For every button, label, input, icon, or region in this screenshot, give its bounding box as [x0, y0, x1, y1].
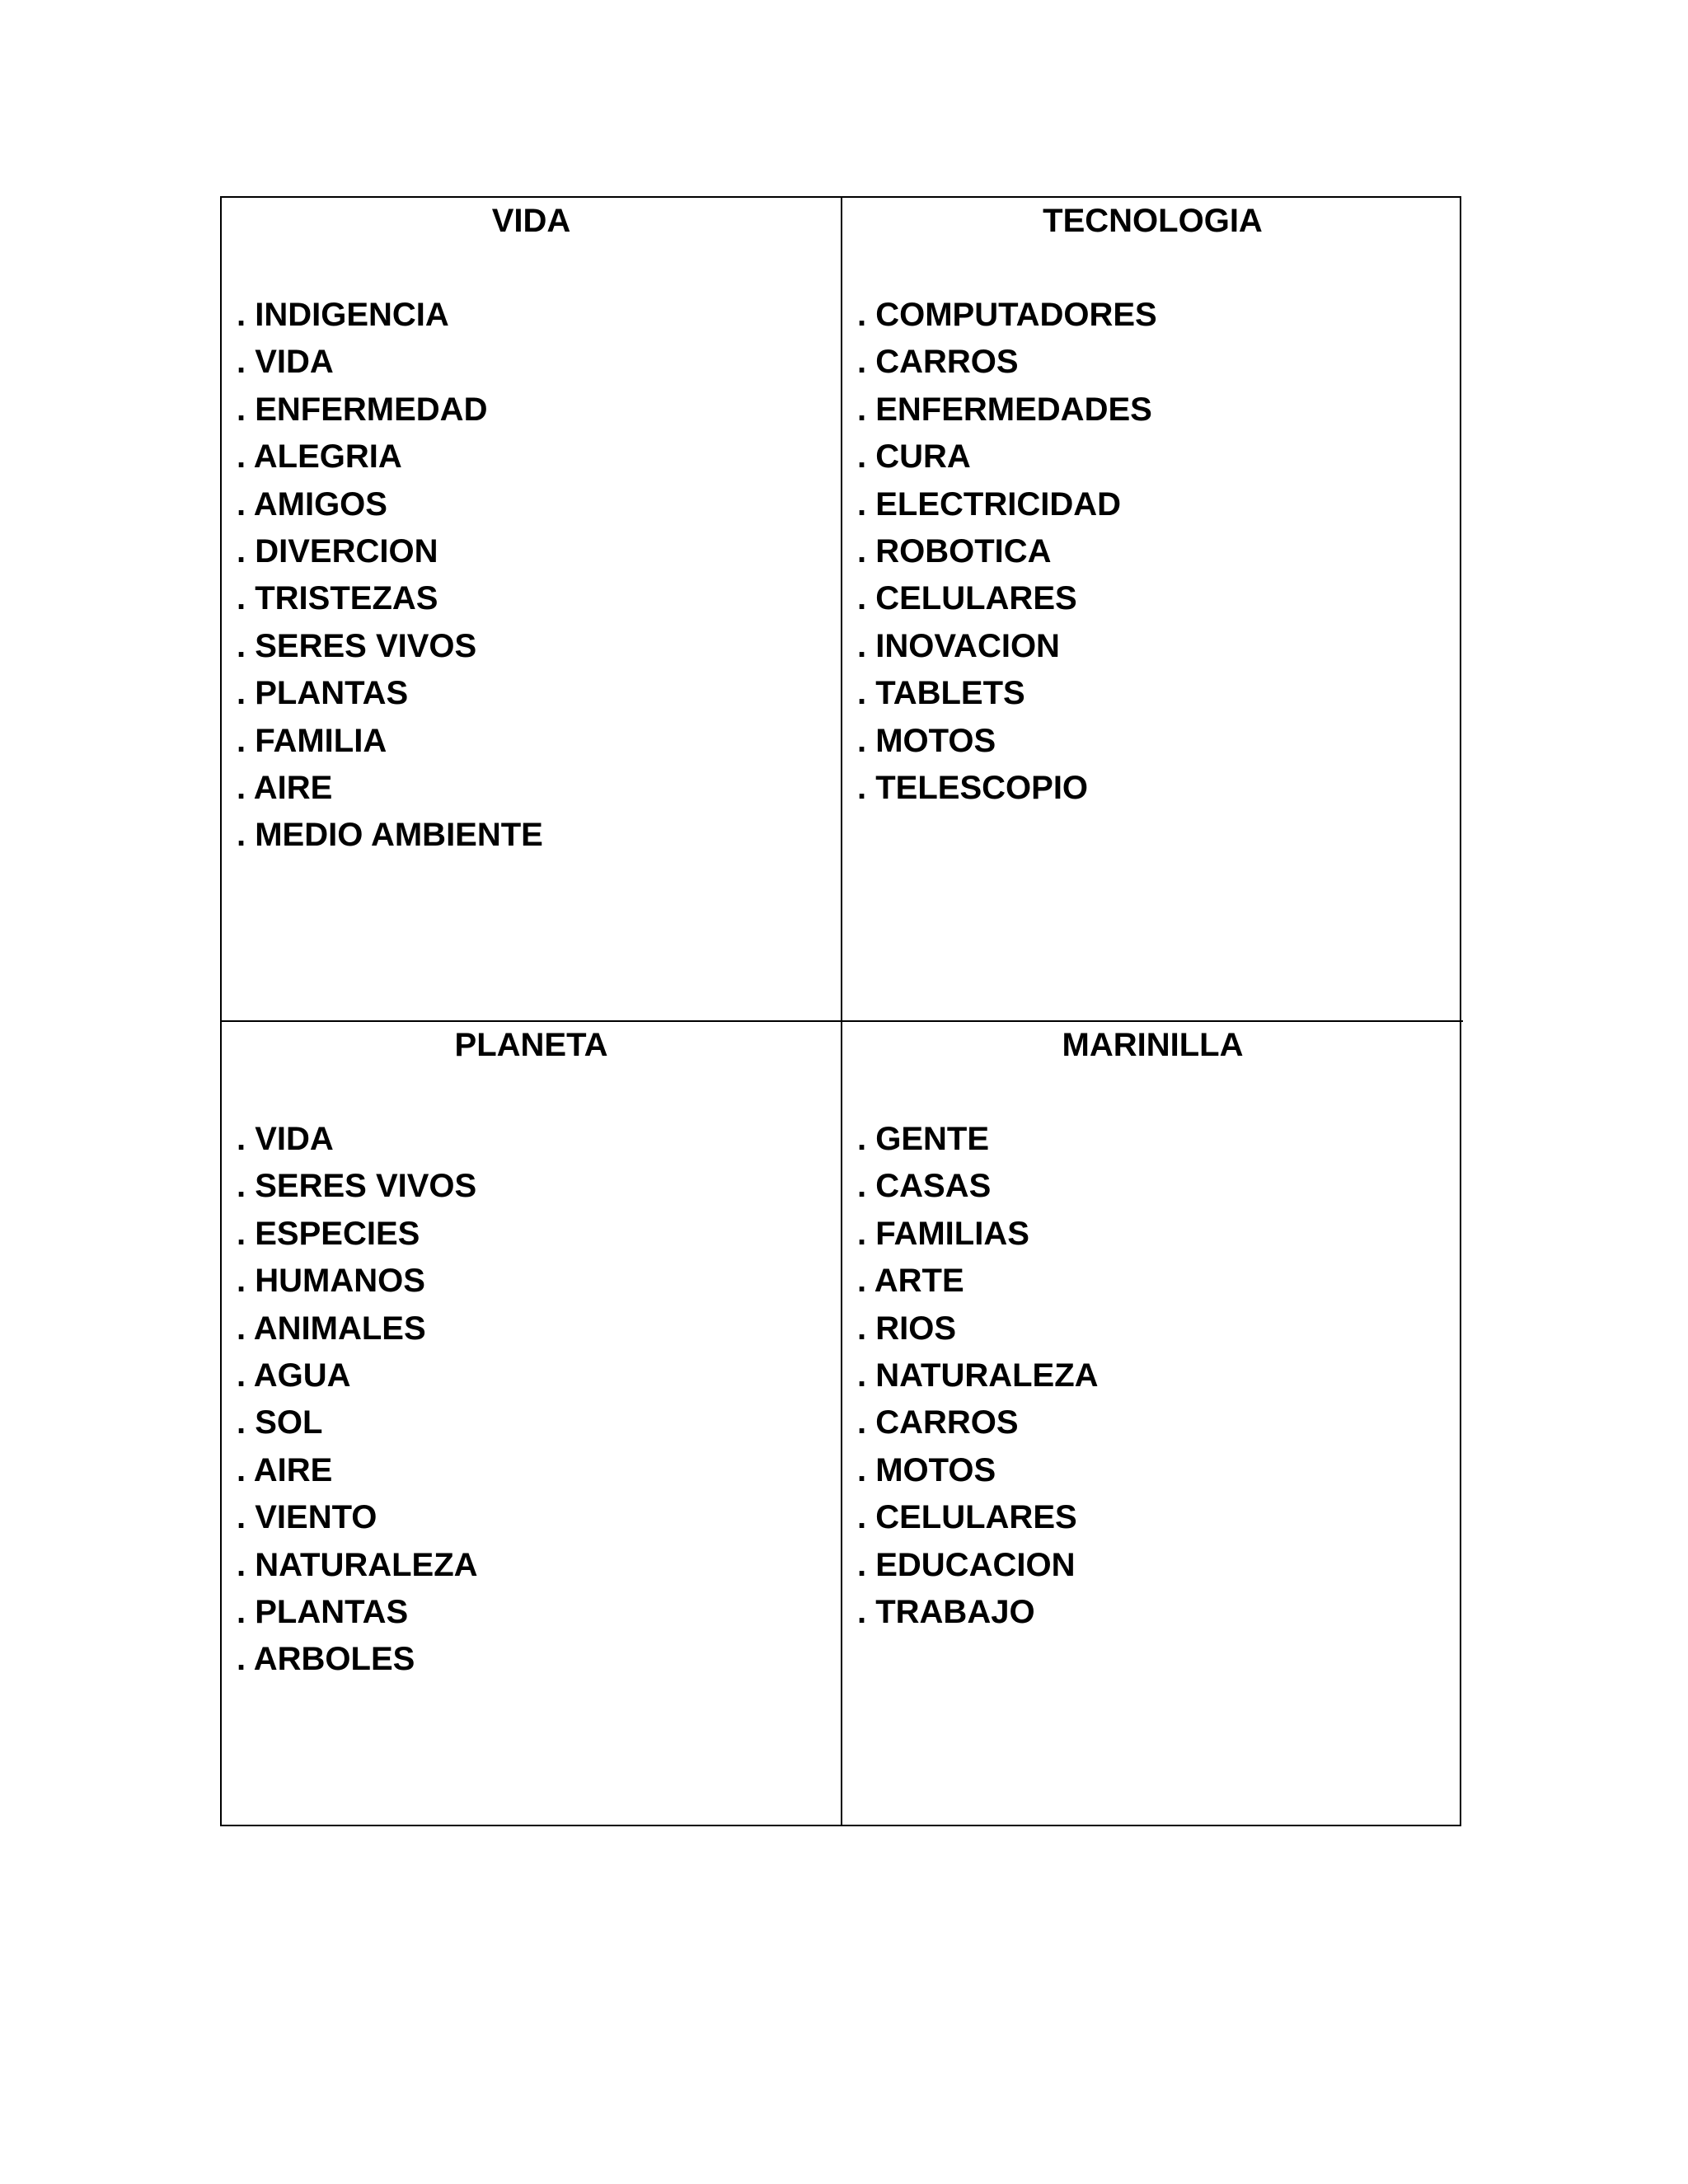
quadrant-title: PLANETA [454, 1027, 608, 1063]
list-item: . SERES VIVOS [237, 1168, 477, 1205]
word-list [857, 1116, 1448, 1636]
list-item: . CELULARES [857, 580, 1077, 617]
list-item: . EDUCACION [857, 1546, 1076, 1583]
list-item: . HUMANOS [237, 1263, 425, 1300]
quadrant-title: VIDA [491, 203, 571, 239]
list-item: . TRABAJO [857, 1594, 1035, 1631]
list-item: . FAMILIA [237, 722, 387, 759]
list-item: . PLANTAS [237, 675, 409, 712]
list-item: . AIRE [237, 1451, 333, 1488]
quadrant-marinilla [842, 1022, 1463, 1826]
quadrant-title: TECNOLOGIA [1043, 203, 1263, 239]
word-list [237, 1116, 826, 1684]
list-item: . CARROS [857, 1404, 1019, 1441]
list-item: . ENFERMEDAD [237, 391, 488, 428]
list-item: . ENFERMEDADES [857, 391, 1152, 428]
list-item: . INDIGENCIA [237, 297, 449, 333]
list-item: . TABLETS [857, 675, 1025, 712]
list-item: . NATURALEZA [237, 1546, 478, 1583]
list-item: . ARBOLES [237, 1641, 415, 1678]
list-item: . ELECTRICIDAD [857, 485, 1121, 523]
list-item: . VIDA [237, 344, 334, 381]
quadrant-title: MARINILLA [1062, 1027, 1244, 1063]
list-item: . TELESCOPIO [857, 770, 1089, 807]
list-item: . MEDIO AMBIENTE [237, 817, 543, 854]
list-item: . DIVERCION [237, 533, 438, 570]
list-item: . MOTOS [857, 1451, 996, 1488]
list-item: . RIOS [857, 1310, 957, 1347]
quadrant-tecnologia [842, 198, 1463, 1022]
list-item: . CELULARES [857, 1499, 1077, 1536]
list-item: . SOL [237, 1404, 323, 1441]
list-item: . CARROS [857, 344, 1019, 381]
list-item: . VIENTO [237, 1499, 377, 1536]
list-item: . MOTOS [857, 722, 996, 759]
quadrant-planeta [222, 1022, 842, 1826]
list-item: . ROBOTICA [857, 533, 1052, 570]
list-item: . SERES VIVOS [237, 627, 477, 664]
list-item: . AIRE [237, 770, 333, 807]
list-item: . TRISTEZAS [237, 580, 438, 617]
list-item: . FAMILIAS [857, 1215, 1029, 1252]
list-item: . COMPUTADORES [857, 297, 1157, 333]
list-item: . VIDA [237, 1121, 334, 1157]
list-item: . ARTE [857, 1263, 964, 1300]
list-item: . CASAS [857, 1168, 992, 1205]
word-list [237, 292, 826, 860]
list-item: . ESPECIES [237, 1215, 420, 1252]
list-item: . NATURALEZA [857, 1357, 1099, 1394]
quadrant-vida [222, 198, 842, 1022]
list-item: . ALEGRIA [237, 438, 402, 476]
word-list [857, 292, 1448, 812]
list-item: . PLANTAS [237, 1594, 409, 1631]
word-table [220, 196, 1461, 1826]
list-item: . AMIGOS [237, 485, 387, 523]
list-item: . INOVACION [857, 627, 1060, 664]
list-item: . ANIMALES [237, 1310, 426, 1347]
list-item: . GENTE [857, 1121, 990, 1157]
list-item: . AGUA [237, 1357, 351, 1394]
list-item: . CURA [857, 438, 971, 476]
